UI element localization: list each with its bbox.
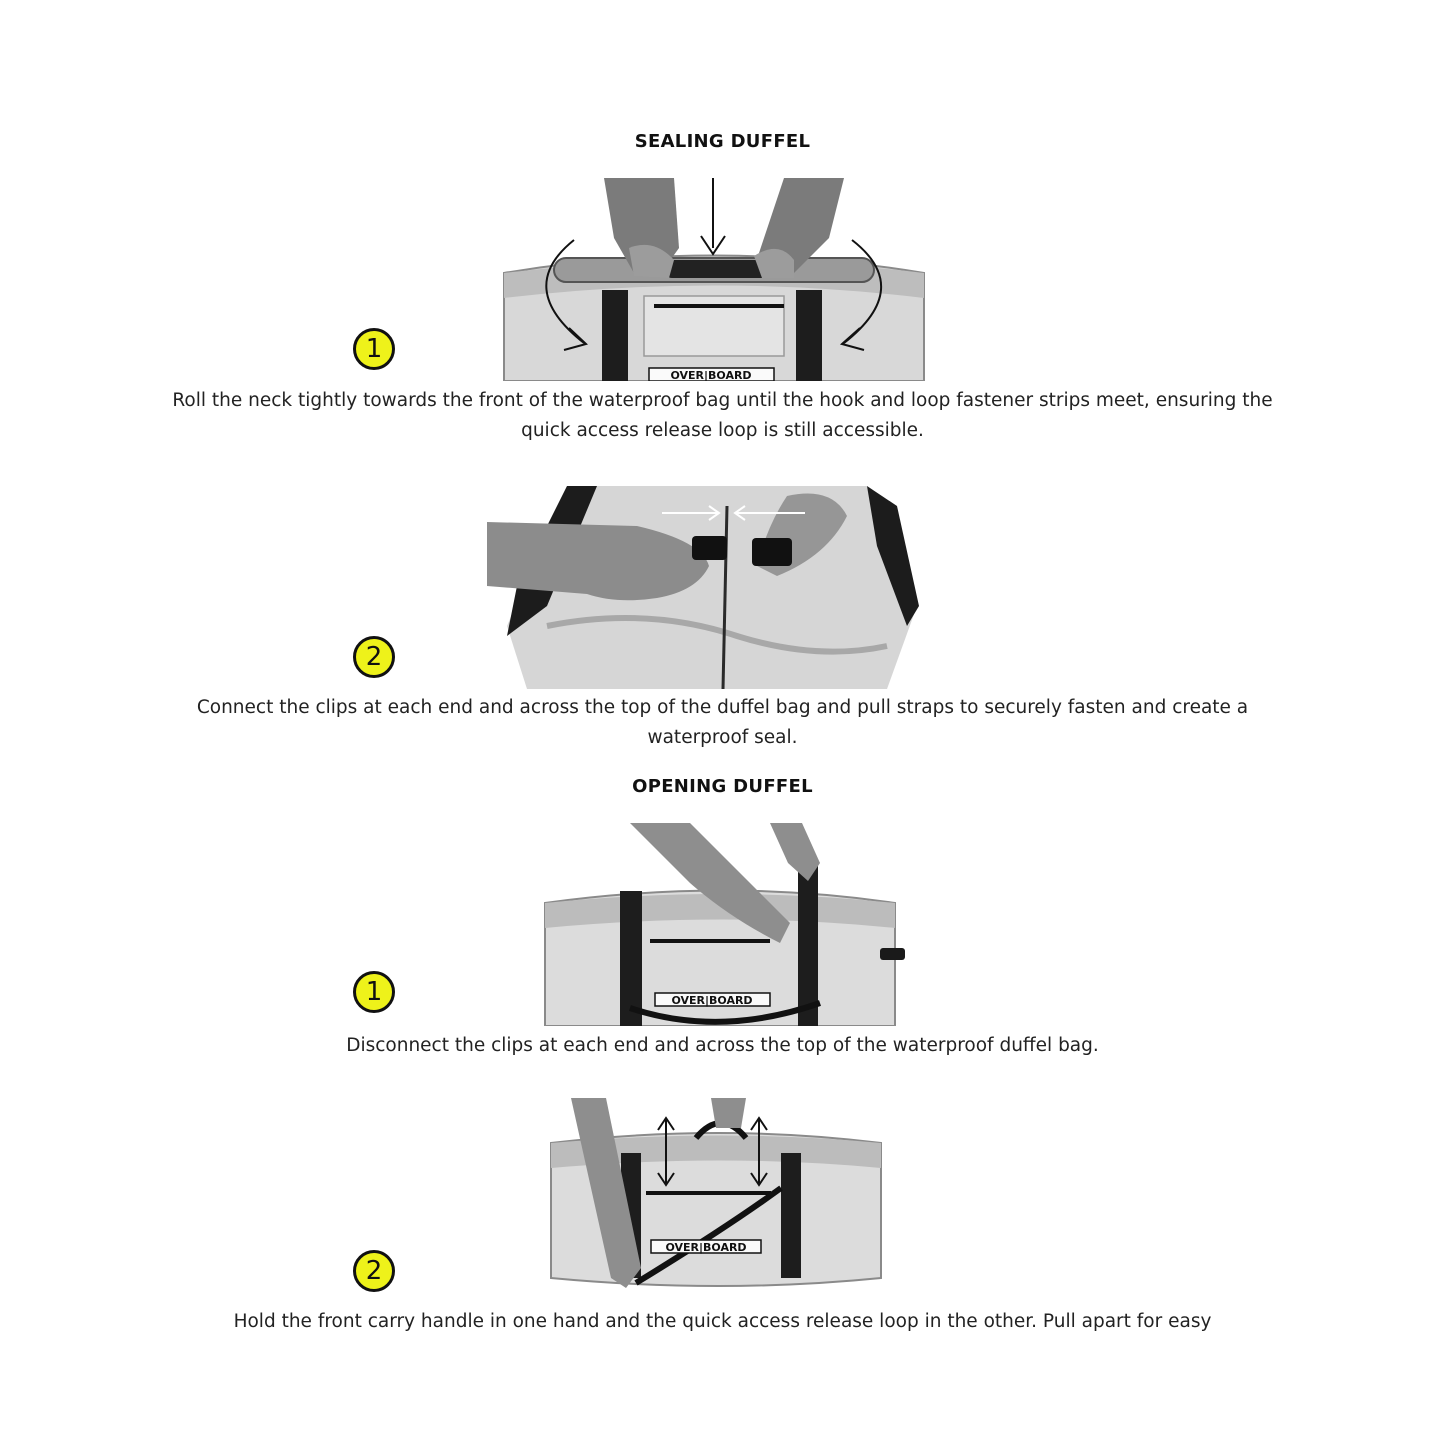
opening-step-2-image bbox=[546, 1098, 896, 1294]
caption-opening-2: Hold the front carry handle in one hand and the quick access release loop in the other. Pull apart for easy bbox=[233, 1311, 1212, 1332]
section-title-opening: OPENING DUFFEL bbox=[632, 776, 813, 797]
brand-logo-text: OVER|BOARD bbox=[671, 994, 753, 1007]
opening-step-1-image bbox=[540, 823, 910, 1026]
sealing-step-1-image bbox=[494, 178, 934, 381]
brand-logo-text: OVER|BOARD bbox=[670, 369, 752, 381]
opening-step-2-illustration bbox=[546, 1098, 896, 1294]
step-badge-opening-1: 1 bbox=[353, 971, 395, 1013]
opening-step-1-illustration bbox=[540, 823, 910, 1026]
caption-sealing-2: Connect the clips at each end and across the top of the duffel bag and pull straps to securely fasten and create a waterproof seal. bbox=[196, 697, 1249, 748]
step-badge-sealing-2: 2 bbox=[353, 636, 395, 678]
caption-opening-1: Disconnect the clips at each end and across the top of the waterproof duffel bag. bbox=[346, 1035, 1099, 1056]
sealing-step-2-image bbox=[487, 486, 922, 689]
section-title-sealing: SEALING DUFFEL bbox=[634, 131, 811, 152]
brand-logo-text: OVER|BOARD bbox=[665, 1241, 747, 1254]
sealing-step-1-illustration bbox=[494, 178, 934, 381]
step-badge-opening-2: 2 bbox=[353, 1250, 395, 1292]
caption-sealing-1: Roll the neck tightly towards the front of the waterproof bag until the hook and loop fastener strips meet, ensuring the quick access release loop is still accessible. bbox=[172, 390, 1273, 441]
step-badge-sealing-1: 1 bbox=[353, 328, 395, 370]
sealing-step-2-illustration bbox=[487, 486, 922, 689]
